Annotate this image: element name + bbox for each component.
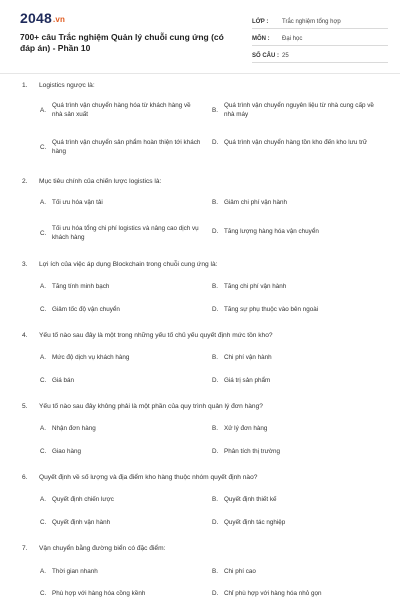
option-letter: D. <box>212 448 219 455</box>
option-letter: C. <box>40 448 47 455</box>
option-letter: B. <box>212 568 218 575</box>
meta-key: SỐ CÂU : <box>252 53 279 59</box>
option-text: Phân tích thị trường <box>224 448 280 455</box>
option-letter: D. <box>212 306 219 313</box>
option-a[interactable] <box>40 567 202 576</box>
option-letter: B. <box>212 283 218 290</box>
meta-value: Đại học <box>282 36 303 42</box>
option-d[interactable] <box>212 589 374 598</box>
question-text <box>22 332 273 339</box>
option-c[interactable] <box>40 589 202 598</box>
logo-suffix-text: .vn <box>52 15 66 24</box>
option-text: Giá bán <box>52 377 75 384</box>
question-prompt: Yếu tố nào sau đây không phải là một phần của quy trình quản lý đơn hàng? <box>39 403 263 410</box>
option-b[interactable] <box>212 567 374 576</box>
option-letter: C. <box>40 306 47 313</box>
question-prompt: Quyết định về số lượng và địa điểm kho hàng thuộc nhóm quyết định nào? <box>39 474 258 481</box>
option-letter: A. <box>40 425 46 432</box>
logo-main-text: 2048 <box>20 10 52 26</box>
option-letter: A. <box>40 199 46 206</box>
option-text: Tăng tính minh bạch <box>52 283 110 290</box>
question-number: 6. <box>22 474 28 481</box>
option-c[interactable] <box>40 305 202 314</box>
option-text: Quá trình vận chuyển nguyên liệu từ nhà cung cấp về nhà máy <box>224 102 374 118</box>
option-letter: A. <box>40 354 46 361</box>
site-logo[interactable] <box>20 10 65 26</box>
option-text: Phù hợp với hàng hóa cồng kềnh <box>52 590 146 597</box>
option-text: Quyết định tác nghiệp <box>224 519 286 526</box>
option-text: Nhận đơn hàng <box>52 425 96 432</box>
option-c[interactable] <box>40 376 202 385</box>
option-letter: C. <box>40 519 47 526</box>
question-text <box>22 545 165 552</box>
option-letter: D. <box>212 377 219 384</box>
option-text: Giảm chi phí vận hành <box>224 199 288 206</box>
option-b[interactable] <box>212 282 374 291</box>
option-letter: A. <box>40 283 46 290</box>
option-text: Quá trình vận chuyển hàng hóa từ khách hàng về nhà sản xuất <box>52 102 191 118</box>
option-letter: B. <box>212 425 218 432</box>
question-number: 2. <box>22 178 28 185</box>
option-a[interactable] <box>40 198 202 207</box>
question-prompt: Vận chuyển bằng đường biển có đặc điểm: <box>39 545 166 552</box>
option-text: Tối ưu hóa vận tải <box>52 199 103 206</box>
option-text: Chi phí cao <box>224 568 256 575</box>
option-b[interactable] <box>212 101 374 119</box>
option-c[interactable] <box>40 138 202 156</box>
option-d[interactable] <box>212 138 374 147</box>
option-letter: A. <box>40 496 46 503</box>
question-number: 1. <box>22 82 28 89</box>
option-text: Xử lý đơn hàng <box>224 425 268 432</box>
document-header <box>0 0 400 74</box>
option-b[interactable] <box>212 495 374 504</box>
option-text: Tăng lượng hàng hóa vận chuyển <box>224 228 319 235</box>
question-number: 3. <box>22 261 28 268</box>
option-d[interactable] <box>212 447 374 456</box>
option-b[interactable] <box>212 424 374 433</box>
option-d[interactable] <box>212 305 374 314</box>
option-a[interactable] <box>40 101 202 119</box>
option-c[interactable] <box>40 224 202 242</box>
meta-row-class <box>252 12 388 29</box>
option-a[interactable] <box>40 424 202 433</box>
option-a[interactable] <box>40 282 202 291</box>
option-letter: D. <box>212 519 219 526</box>
meta-key: MÔN : <box>252 36 270 42</box>
question-prompt: Yếu tố nào sau đây là một trong những yếu tố chủ yếu quyết định mức tồn kho? <box>39 332 273 339</box>
option-letter: B. <box>212 199 218 206</box>
option-letter: C. <box>40 143 47 151</box>
option-c[interactable] <box>40 447 202 456</box>
question-number: 7. <box>22 545 28 552</box>
option-text: Giao hàng <box>52 448 82 455</box>
option-text: Thời gian nhanh <box>52 568 98 575</box>
meta-row-subject <box>252 29 388 46</box>
option-text: Quá trình vận chuyển hàng tồn kho đến kho lưu trữ <box>224 139 368 146</box>
option-b[interactable] <box>212 198 374 207</box>
option-d[interactable] <box>212 227 374 236</box>
document-title: 700+ câu Trắc nghiệm Quản lý chuỗi cung ứng (có đáp án) - Phần 10 <box>20 32 224 53</box>
option-text: Chỉ phù hợp với hàng hóa nhỏ gọn <box>224 590 322 597</box>
option-letter: D. <box>212 228 219 235</box>
option-text: Mức độ dịch vụ khách hàng <box>52 354 130 361</box>
option-text: Quyết định vận hành <box>52 519 111 526</box>
question-number: 5. <box>22 403 28 410</box>
option-text: Tăng sự phụ thuộc vào bên ngoài <box>224 306 319 313</box>
option-letter: A. <box>40 106 46 114</box>
option-text: Tăng chi phí vận hành <box>224 283 287 290</box>
option-text: Quyết định thiết kế <box>224 496 277 503</box>
option-d[interactable] <box>212 518 374 527</box>
question-text <box>22 178 161 185</box>
option-text: Giá trị sản phẩm <box>224 377 271 384</box>
option-d[interactable] <box>212 376 374 385</box>
option-c[interactable] <box>40 518 202 527</box>
option-letter: A. <box>40 568 46 575</box>
question-text <box>22 474 257 481</box>
option-letter: C. <box>40 377 47 384</box>
meta-value: 25 <box>282 53 289 59</box>
option-text: Quyết định chiến lược <box>52 496 114 503</box>
meta-row-count <box>252 46 388 63</box>
option-a[interactable] <box>40 495 202 504</box>
document-meta <box>252 12 388 63</box>
option-letter: D. <box>212 139 219 146</box>
option-letter: C. <box>40 590 47 597</box>
question-prompt: Logistics ngược là: <box>39 82 95 89</box>
option-letter: D. <box>212 590 219 597</box>
question-prompt: Lợi ích của việc áp dụng Blockchain trong chuỗi cung ứng là: <box>39 261 218 268</box>
meta-key: LỚP : <box>252 19 269 25</box>
question-text <box>22 261 217 268</box>
option-letter: B. <box>212 496 218 503</box>
question-text <box>22 82 95 89</box>
option-text: Tối ưu hóa tổng chi phí logistics và nâng cao dịch vụ khách hàng <box>52 225 199 241</box>
question-text <box>22 403 263 410</box>
option-text: Giảm tốc độ vận chuyển <box>52 306 120 313</box>
option-b[interactable] <box>212 353 374 362</box>
option-text: Quá trình vận chuyển sản phẩm hoàn thiện tới khách hàng <box>52 139 201 155</box>
option-letter: B. <box>212 354 218 361</box>
option-letter: C. <box>40 229 47 237</box>
question-number: 4. <box>22 332 28 339</box>
option-letter: B. <box>212 106 218 114</box>
option-a[interactable] <box>40 353 202 362</box>
meta-value: Trắc nghiệm tổng hợp <box>282 19 341 25</box>
option-text: Chi phí vận hành <box>224 354 272 361</box>
question-prompt: Mục tiêu chính của chiến lược logistics là: <box>39 178 162 185</box>
